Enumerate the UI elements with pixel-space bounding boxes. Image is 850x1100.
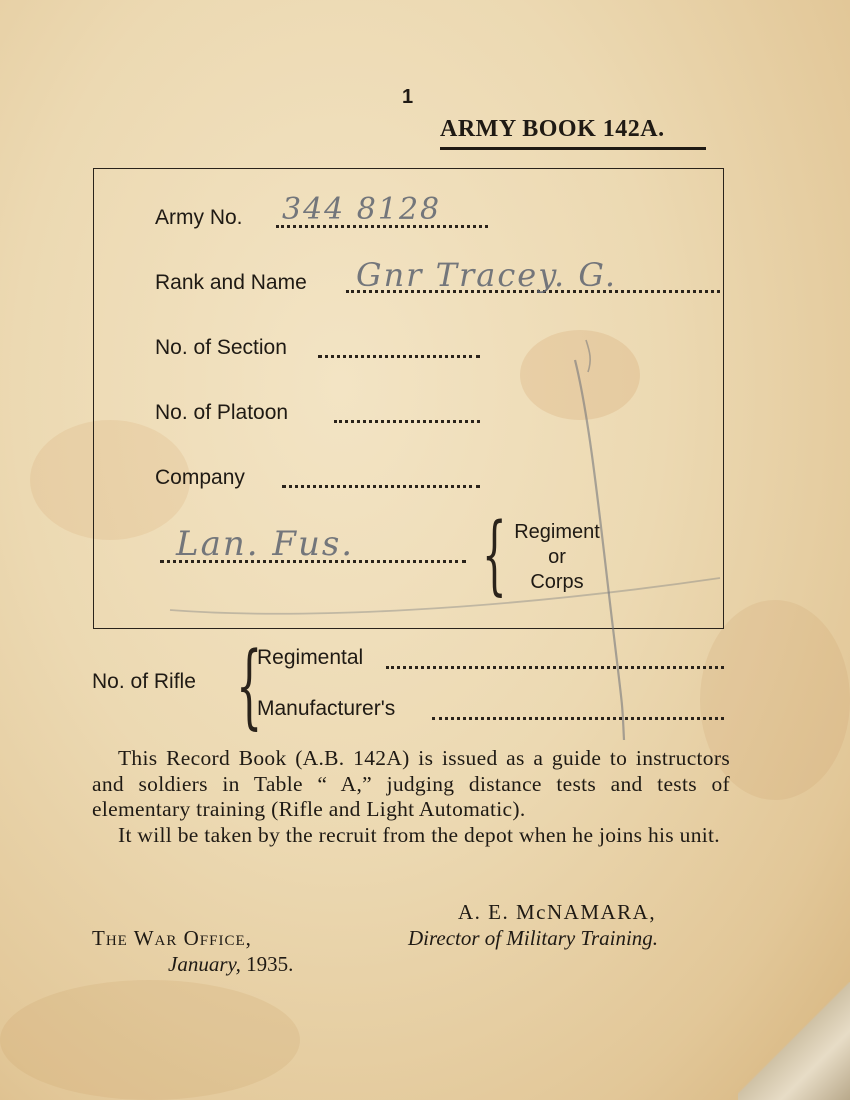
instructions-text — [92, 746, 730, 848]
army-no-label: Army No. — [155, 206, 243, 229]
instructions-paragraph-1: This Record Book (A.B. 142A) is issued as a guide to instructors and soldiers in Table “ A,” judging distance tests and tests of elementary training (Rifle and Light Automatic). — [92, 746, 730, 821]
rifle-label: No. of Rifle — [92, 670, 196, 693]
signatory-title: Director of Military Training. — [408, 926, 659, 950]
rifle-manufacturers-dotted-line — [432, 717, 724, 720]
rifle-manufacturers-label: Manufacturer's — [257, 697, 396, 720]
issue-date — [168, 952, 293, 977]
issue-date-year: 1935. — [246, 952, 294, 976]
rifle-regimental-dotted-line — [386, 666, 724, 669]
regiment-brace: { — [482, 505, 507, 605]
rank-name-label: Rank and Name — [155, 271, 307, 294]
regiment-label-line2: or — [548, 546, 566, 568]
rifle-regimental-label: Regimental — [257, 646, 364, 669]
company-label: Company — [155, 466, 245, 489]
issue-date-month: January, — [168, 952, 241, 976]
regiment-label-line3: Corps — [530, 571, 584, 593]
section-label: No. of Section — [155, 336, 287, 359]
instructions-paragraph-2: It will be taken by the recruit from the depot when he joins his unit. — [118, 822, 720, 847]
book-title: ARMY BOOK 142A. — [440, 116, 665, 142]
rank-name-handwritten: Gnr Tracey. G. — [356, 256, 617, 294]
regiment-handwritten: Lan. Fus. — [176, 524, 355, 564]
folded-corner — [738, 982, 850, 1100]
platoon-label: No. of Platoon — [155, 401, 289, 424]
army-no-handwritten: 344 8128 — [282, 192, 442, 227]
regiment-label-line1: Regiment — [514, 521, 600, 543]
page-number: 1 — [402, 86, 414, 108]
issuing-office: The War Office, — [92, 926, 252, 950]
signatory-name: A. E. McNAMARA, — [458, 900, 657, 924]
rifle-brace: { — [236, 632, 263, 739]
